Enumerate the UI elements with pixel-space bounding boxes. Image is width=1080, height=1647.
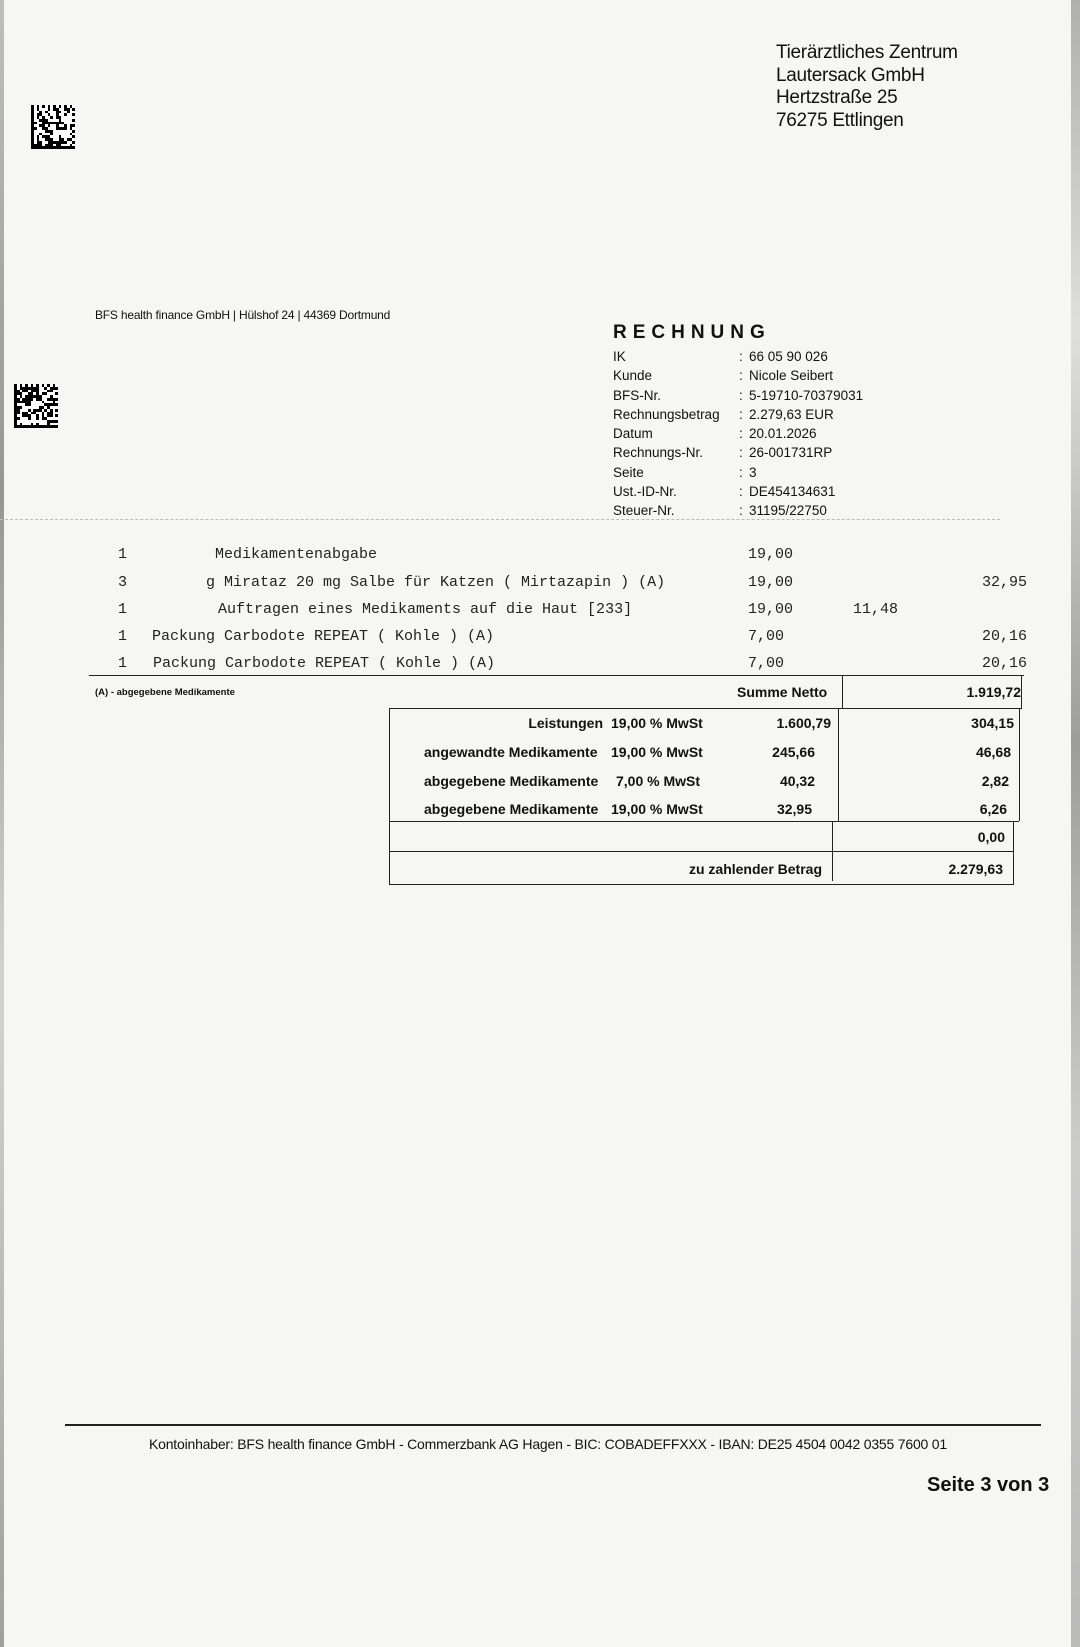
item-value: 11,48 [853,601,899,618]
meta-label: Datum [613,426,653,442]
page-number: Seite 3 von 3 [927,1474,1050,1496]
meta-value: 5-19710-70379031 [749,387,864,403]
meta-colon: : [739,406,743,422]
tax-amount: 46,68 [975,744,1011,760]
tax-table-right [1019,708,1020,821]
sender-line: BFS health finance GmbH | Hülshof 24 | 44369 Dortmund [95,308,391,322]
item-qty: 1 [118,546,128,563]
summe-netto-label: Summe Netto [737,684,828,700]
meta-value: 20.01.2026 [749,426,817,442]
item-vat: 7,00 [748,628,785,645]
legend-note: (A) - abgegebene Medikamente [95,687,235,698]
item-amount: 20,16 [981,628,1027,645]
tax-amount: 304,15 [971,715,1014,731]
meta-value: 31195/22750 [749,503,827,519]
meta-label: Kunde [613,368,653,384]
blank-row-value: 0,00 [977,829,1005,845]
tax-rate: 19,00 % MwSt [611,801,703,817]
tax-amount: 2,82 [981,773,1009,789]
meta-colon: : [739,445,743,461]
tax-net: 245,66 [772,744,815,760]
total-label: zu zahlender Betrag [688,861,822,877]
datamatrix-code-top [31,105,75,149]
item-description: g Mirataz 20 mg Salbe für Katzen ( Mirtazapin ) (A) [206,574,666,591]
meta-value: 66 05 90 026 [749,349,828,364]
scan-edge-right [1071,0,1080,1647]
tax-net: 1.600,79 [776,715,831,731]
divider [842,676,843,709]
meta-label: Rechnungs-Nr. [613,445,704,461]
meta-colon: : [739,464,743,480]
meta-label: Ust.-ID-Nr. [613,484,677,500]
tax-table-rule [389,821,1019,822]
total-value: 2.279,63 [948,861,1003,877]
item-amount: 32,95 [981,574,1027,591]
summe-netto-value: 1.919,72 [966,684,1021,700]
meta-colon: : [739,426,743,442]
item-vat: 19,00 [748,574,794,591]
tax-table-top [389,708,1022,709]
tax-amount: 6,26 [979,801,1007,817]
item-description: Auftragen eines Medikaments auf die Haut [233] [218,601,633,618]
tax-category: Leistungen [528,715,603,731]
line-item [0,601,1080,621]
item-vat: 19,00 [748,601,794,618]
meta-value: Nicole Seibert [749,368,834,384]
tax-table-right-lower [1013,821,1014,885]
tax-rate: 19,00 % MwSt [611,715,703,731]
divider [1021,676,1022,709]
blank-row-divider [832,821,833,851]
item-qty: 1 [118,628,128,645]
meta-label: Rechnungsbetrag [613,406,720,422]
separator-dashed [0,519,1000,520]
recipient-line-1: Tierärztliches Zentrum [776,42,958,63]
tax-rate: 19,00 % MwSt [611,744,703,760]
total-row-top [389,851,1013,852]
item-vat: 7,00 [748,655,785,672]
meta-colon: : [739,503,743,519]
tax-rate: 7,00 % MwSt [616,773,701,789]
items-bottom-rule [89,675,1024,676]
tax-table-bottom [389,884,1013,885]
item-description: Packung Carbodote REPEAT ( Kohle ) (A) [153,655,496,672]
line-item [0,546,1080,566]
document-title: RECHNUNG [613,322,771,343]
meta-value: 3 [749,464,757,480]
meta-colon: : [739,349,743,364]
meta-colon: : [739,484,743,500]
bank-details: Kontoinhaber: BFS health finance GmbH - Commerzbank AG Hagen - BIC: COBADEFFXXX - IBAN: DE25 4504 0042 0355 7600 01 [149,1436,947,1452]
item-description: Medikamentenabgabe [215,546,378,563]
meta-colon: : [739,387,743,403]
recipient-line-3: Hertzstraße 25 [776,87,898,108]
item-qty: 1 [118,601,128,618]
line-item [0,574,1080,594]
item-vat: 19,00 [748,546,794,563]
item-description: Packung Carbodote REPEAT ( Kohle ) (A) [152,628,495,645]
item-amount: 20,16 [981,655,1027,672]
item-qty: 1 [118,655,128,672]
recipient-line-2: Lautersack GmbH [776,64,925,86]
meta-colon: : [739,368,743,384]
total-row-divider [832,851,833,881]
meta-label: Steuer-Nr. [613,503,675,519]
item-qty: 3 [118,574,128,591]
datamatrix-code-middle [14,384,58,428]
recipient-address [776,42,958,132]
tax-category: angewandte Medikamente [424,744,598,760]
line-item [0,655,1080,675]
scan-edge-left [0,0,4,1647]
tax-category: abgegebene Medikamente [424,801,599,817]
recipient-line-4: 76275 Ettlingen [776,109,904,131]
tax-net: 32,95 [776,801,812,817]
tax-net: 40,32 [779,773,815,789]
meta-label: IK [613,349,626,364]
line-item [0,628,1080,648]
meta-label: BFS-Nr. [613,387,662,403]
tax-table-left [389,708,390,885]
meta-label: Seite [613,464,644,480]
meta-value: DE454134631 [749,484,836,500]
tax-table-divider [838,708,839,821]
footer-rule [65,1424,1041,1426]
tax-category: abgegebene Medikamente [424,773,599,789]
meta-value: 2.279,63 EUR [749,406,834,422]
meta-value: 26-001731RP [749,445,833,461]
